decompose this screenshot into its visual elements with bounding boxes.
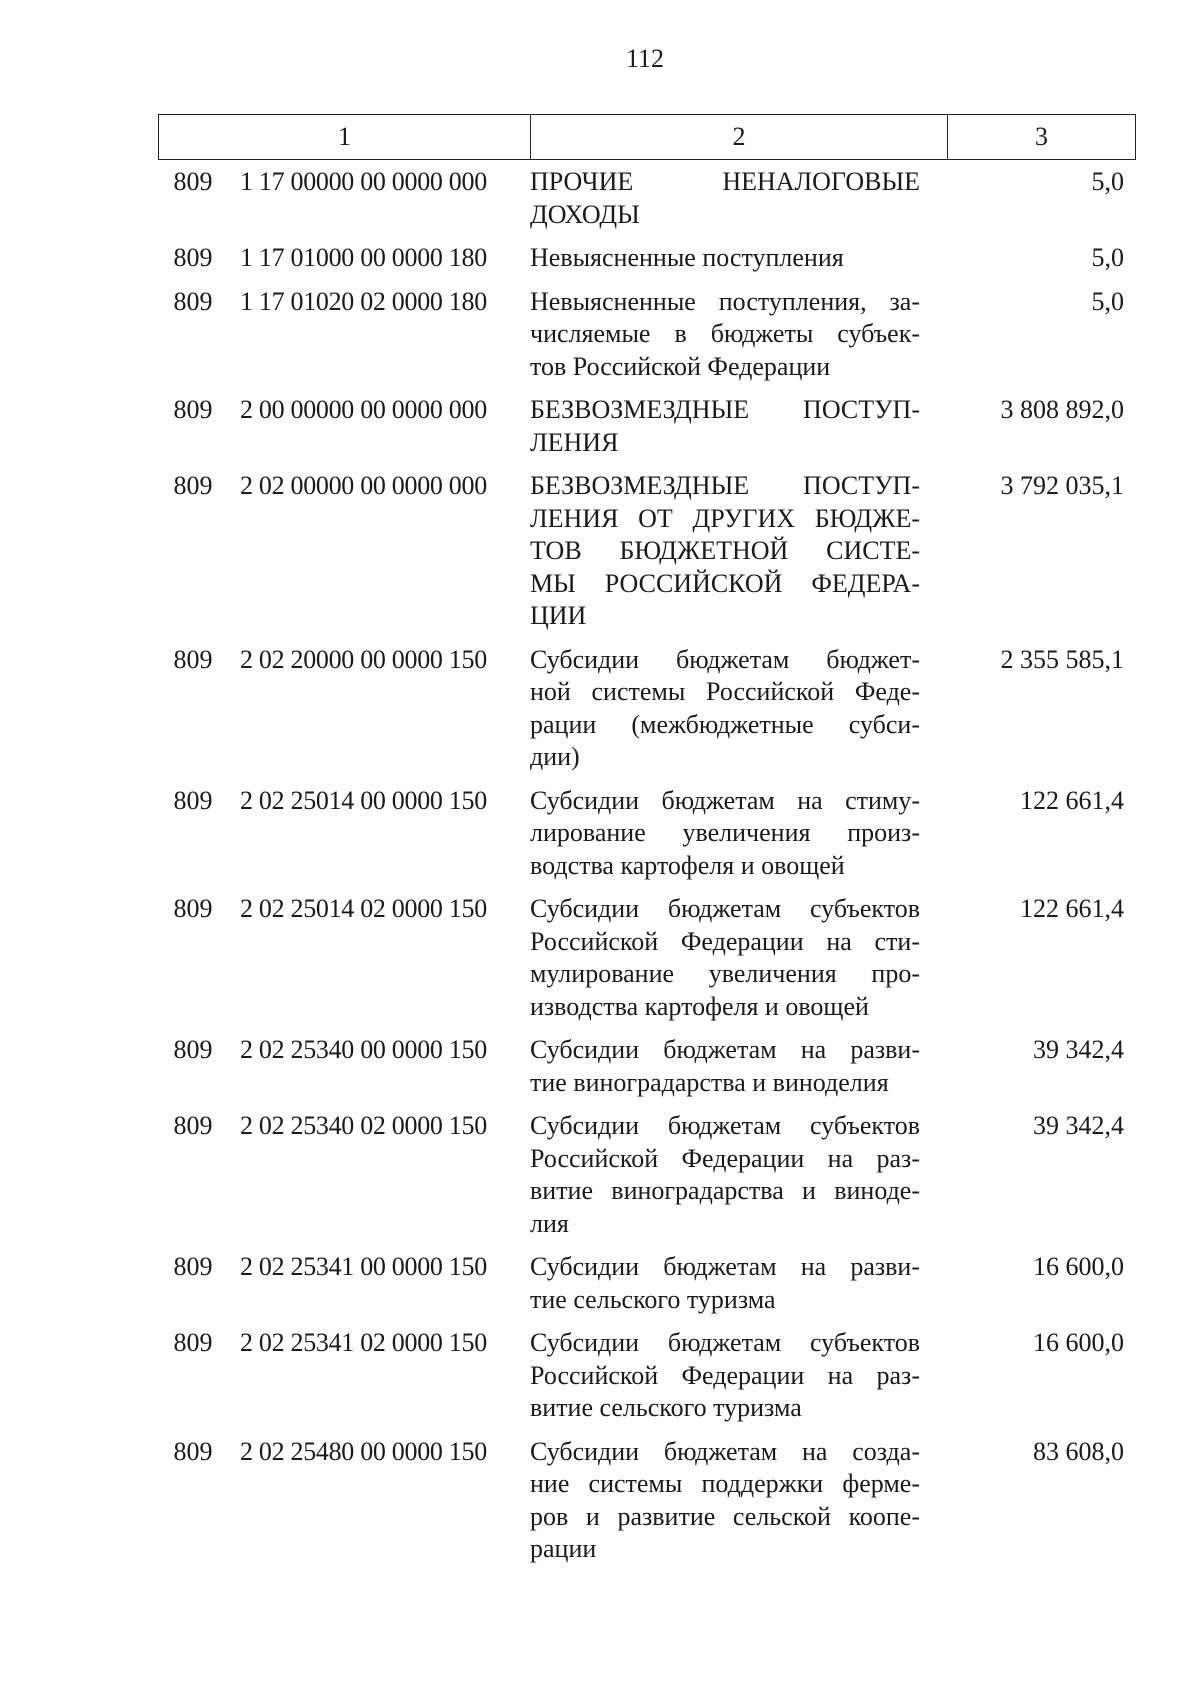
income-name-line: тие виноградарства и виноделия <box>530 1067 889 1097</box>
income-name-line: МЫ РОССИЙСКОЙ ФЕДЕРА- <box>530 568 920 598</box>
header-col-2: 2 <box>531 115 948 159</box>
table-body <box>158 166 1136 1577</box>
income-name <box>518 394 928 459</box>
table-row <box>158 1436 1136 1566</box>
admin-code: 809 <box>173 1111 213 1140</box>
income-name-line: тов Российской Федерации <box>530 351 831 381</box>
income-name <box>518 1436 928 1566</box>
income-name-line: ЛЕНИЯ ОТ ДРУГИХ БЮДЖЕ- <box>530 503 920 533</box>
income-name <box>518 470 928 633</box>
header-col-1: 1 <box>159 115 531 159</box>
amount: 2 355 585,1 <box>1000 644 1124 674</box>
income-name-line: лирование увеличения произ- <box>530 818 920 847</box>
income-name <box>518 785 928 883</box>
table-row <box>158 644 1136 774</box>
budget-classification-code: 2 02 20000 00 0000 150 <box>240 644 487 674</box>
table-row <box>158 470 1136 633</box>
header-col-3: 3 <box>1035 122 1048 151</box>
income-name <box>518 1110 928 1240</box>
admin-code: 809 <box>173 471 213 500</box>
income-name-line: ние системы поддержки ферме- <box>530 1469 920 1498</box>
income-name-line: ДОХОДЫ <box>530 199 640 229</box>
amount: 122 661,4 <box>1020 785 1124 815</box>
income-name-line: БЕЗВОЗМЕЗДНЫЕ ПОСТУП- <box>530 395 920 424</box>
admin-code: 809 <box>173 1436 213 1466</box>
income-name-line: БЕЗВОЗМЕЗДНЫЕ ПОСТУП- <box>530 471 920 500</box>
table-row <box>158 893 1136 1023</box>
admin-code: 809 <box>173 644 213 674</box>
amount: 3 792 035,1 <box>1000 471 1124 500</box>
income-name-line: Субсидии бюджетам на разви- <box>530 1035 920 1064</box>
budget-classification-code: 2 02 25014 02 0000 150 <box>240 894 487 923</box>
income-name-line: числяемые в бюджеты субъек- <box>530 319 920 348</box>
income-name-line: ной системы Российской Феде- <box>530 677 920 706</box>
budget-classification-code: 1 17 00000 00 0000 000 <box>240 167 487 196</box>
income-name-line: мулирование увеличения про- <box>530 959 920 988</box>
income-name-line: ЦИИ <box>530 601 587 630</box>
table-row <box>158 1327 1136 1425</box>
table-row <box>158 1034 1136 1099</box>
income-name-line: Субсидии бюджетам субъектов <box>530 1111 920 1140</box>
income-name <box>518 1034 928 1099</box>
budget-classification-code: 2 02 25480 00 0000 150 <box>240 1436 487 1466</box>
income-name-line: Российской Федерации на раз- <box>530 1143 920 1173</box>
admin-code: 809 <box>173 1252 213 1281</box>
page-number: 112 <box>625 44 665 73</box>
amount: 39 342,4 <box>1033 1111 1124 1140</box>
income-name-line: лия <box>530 1208 569 1238</box>
table-header <box>158 114 1136 160</box>
table-row <box>158 1110 1136 1240</box>
income-name <box>518 893 928 1023</box>
income-name-line: ПРОЧИЕ НЕНАЛОГОВЫЕ <box>530 167 920 196</box>
income-name <box>518 1251 928 1316</box>
income-name-line: витие сельского туризма <box>530 1393 802 1422</box>
income-name-line: изводства картофеля и овощей <box>530 991 869 1021</box>
admin-code: 809 <box>173 785 213 815</box>
income-name-line: Невыясненные поступления <box>530 243 844 272</box>
income-name-line: Субсидии бюджетам субъектов <box>530 1328 920 1357</box>
amount: 39 342,4 <box>1033 1035 1124 1064</box>
admin-code: 809 <box>173 395 213 424</box>
budget-classification-code: 2 02 25341 02 0000 150 <box>240 1328 487 1357</box>
budget-classification-code: 2 02 25340 00 0000 150 <box>240 1035 487 1064</box>
budget-classification-code: 2 00 00000 00 0000 000 <box>240 395 487 424</box>
amount: 5,0 <box>1091 243 1124 272</box>
table-row <box>158 166 1136 231</box>
budget-classification-code: 2 02 25340 02 0000 150 <box>240 1111 487 1140</box>
amount: 83 608,0 <box>1033 1436 1124 1466</box>
income-name-line: ров и развитие сельской коопе- <box>530 1501 920 1531</box>
income-name-line: тие сельского туризма <box>530 1284 776 1314</box>
income-name-line: Субсидии бюджетам бюджет- <box>530 644 920 674</box>
budget-classification-code: 2 02 25014 00 0000 150 <box>240 785 487 815</box>
income-name <box>518 1327 928 1425</box>
amount: 5,0 <box>1091 167 1124 196</box>
income-name-line: Невыясненные поступления, за- <box>530 286 920 316</box>
income-name <box>518 644 928 774</box>
income-name <box>518 242 928 275</box>
budget-classification-code: 2 02 00000 00 0000 000 <box>240 471 487 500</box>
amount: 16 600,0 <box>1033 1252 1124 1281</box>
amount: 122 661,4 <box>1020 894 1124 923</box>
income-name-line: Российской Федерации на раз- <box>530 1360 920 1390</box>
income-name-line: Субсидии бюджетам на созда- <box>530 1436 920 1466</box>
income-name-line: ТОВ БЮДЖЕТНОЙ СИСТЕ- <box>530 536 920 565</box>
income-name-line: Субсидии бюджетам на стиму- <box>530 785 920 815</box>
admin-code: 809 <box>173 243 213 272</box>
table-row <box>158 242 1136 275</box>
income-name-line: Субсидии бюджетам на разви- <box>530 1252 920 1281</box>
income-name-line: рации <box>530 1534 597 1563</box>
table-row <box>158 785 1136 883</box>
budget-classification-code: 1 17 01020 02 0000 180 <box>240 286 487 316</box>
income-name <box>518 166 928 231</box>
income-name <box>518 286 928 384</box>
amount: 5,0 <box>1091 286 1124 316</box>
table-row <box>158 286 1136 384</box>
amount: 3 808 892,0 <box>1000 395 1124 424</box>
income-name-line: водства картофеля и овощей <box>530 850 845 880</box>
table-row <box>158 394 1136 459</box>
income-name-line: ЛЕНИЯ <box>530 427 619 457</box>
admin-code: 809 <box>173 894 213 923</box>
income-name-line: витие виноградарства и виноде- <box>530 1176 920 1205</box>
table-row <box>158 1251 1136 1316</box>
budget-classification-code: 1 17 01000 00 0000 180 <box>240 243 487 272</box>
admin-code: 809 <box>173 167 213 196</box>
income-name-line: Российской Федерации на сти- <box>530 926 920 956</box>
income-name-line: дии) <box>530 742 580 771</box>
admin-code: 809 <box>173 1035 213 1064</box>
amount: 16 600,0 <box>1033 1328 1124 1357</box>
income-name-line: рации (межбюджетные субси- <box>530 709 920 739</box>
admin-code: 809 <box>173 286 213 316</box>
income-name-line: Субсидии бюджетам субъектов <box>530 894 920 923</box>
budget-classification-code: 2 02 25341 00 0000 150 <box>240 1252 487 1281</box>
admin-code: 809 <box>173 1328 213 1357</box>
